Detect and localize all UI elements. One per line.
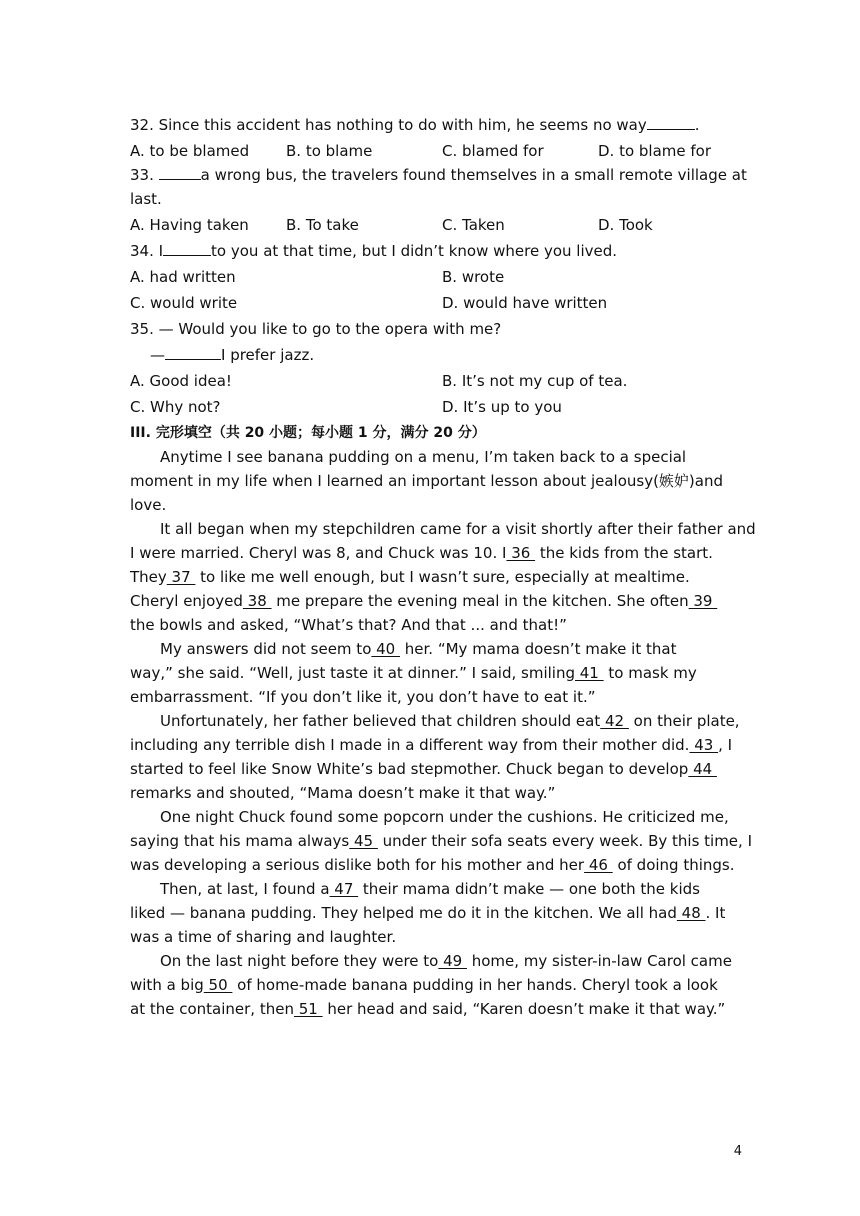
passage-text: started to feel like Snow White’s bad stepmother. Chuck began to develop [130,760,689,778]
q34-stem-text: to you at that time, but I didn’t know where you lived. [211,242,618,260]
blank-46: 46 [584,856,613,874]
q34-option-a: A. had written [130,268,236,286]
passage-line: Anytime I see banana pudding on a menu, I’m taken back to a special [160,448,687,466]
passage-line [130,997,725,1021]
blank-44: 44 [688,760,717,778]
blank-43: 43 [689,736,719,754]
q35-stem: 35. — Would you like to go to the opera with me? [130,320,502,338]
q33-stem-text: a wrong bus, the travelers found themselves in a small remote village at [200,166,747,184]
passage-line [130,661,697,685]
q33-option-c: C. Taken [442,216,505,234]
q35-option-a: A. Good idea! [130,372,232,390]
blank-36: 36 [506,544,536,562]
passage-line: It all began when my stepchildren came for a visit shortly after their father and [160,520,756,538]
blank-47: 47 [329,880,359,898]
blank-39: 39 [688,592,718,610]
blank-38: 38 [242,592,272,610]
blank-41: 41 [575,664,604,682]
passage-line [160,877,700,901]
q35-dash: — [150,346,165,364]
blank-49: 49 [438,952,467,970]
q35-option-d: D. It’s up to you [442,398,562,416]
passage-line: One night Chuck found some popcorn under the cushions. He criticized me, [160,808,729,826]
passage-text: saying that his mama always [130,832,350,850]
blank-40: 40 [371,640,400,658]
passage-line [160,709,740,733]
passage-line [130,829,752,853]
q34-number: 34. I [130,242,164,260]
passage-text: My answers did not seem to [160,640,372,658]
answer-blank [163,241,211,256]
answer-blank [165,345,221,360]
passage-text: . It [705,904,726,922]
q32-stem [130,113,700,137]
passage-text: They [130,568,167,586]
q32-option-d: D. to blame for [598,142,712,160]
blank-50: 50 [203,976,233,994]
passage-text: the kids from the start. [535,544,713,562]
blank-37: 37 [166,568,196,586]
passage-line [130,541,713,565]
passage-text: , I [718,736,733,754]
q34-option-c: C. would write [130,294,238,312]
passage-text: their mama didn’t make — one both the kids [358,880,700,898]
q35-reply [150,343,314,367]
passage-line: was a time of sharing and laughter. [130,928,397,946]
passage-text: of doing things. [612,856,735,874]
blank-45: 45 [349,832,378,850]
blank-42: 42 [600,712,629,730]
passage-text: her. “My mama doesn’t make it that [400,640,677,658]
q34-option-b: B. wrote [442,268,505,286]
passage-line [130,733,732,757]
blank-51: 51 [293,1000,323,1018]
q33-number: 33. [130,166,159,184]
q35-option-b: B. It’s not my cup of tea. [442,372,628,390]
q34-option-d: D. would have written [442,294,608,312]
q32-option-b: B. to blame [286,142,373,160]
passage-text: on their plate, [628,712,740,730]
passage-text: me prepare the evening meal in the kitchen. She often [271,592,689,610]
passage-text: her head and said, “Karen doesn’t make it that way.” [322,1000,726,1018]
answer-blank [159,165,201,180]
page-number: 4 [733,1144,742,1159]
passage-text: at the container, then [130,1000,294,1018]
q33-option-b: B. To take [286,216,359,234]
passage-text: way,” she said. “Well, just taste it at dinner.” I said, smiling [130,664,575,682]
passage-line: embarrassment. “If you don’t like it, you don’t have to eat it.” [130,688,596,706]
passage-text: of home-made banana pudding in her hands. Cheryl took a look [232,976,718,994]
passage-text: under their sofa seats every week. By this time, I [377,832,752,850]
q32-stem-end: . [694,116,700,134]
q33-stem [130,163,747,187]
passage-text: with a big [130,976,204,994]
passage-text: On the last night before they were to [160,952,439,970]
passage-line: moment in my life when I learned an important lesson about jealousy(嫉妒)and [130,472,724,490]
passage-line [160,949,732,973]
passage-line [130,565,690,589]
q33-option-a: A. Having taken [130,216,249,234]
passage-line [130,973,718,997]
passage-text: I were married. Cheryl was 8, and Chuck was 10. I [130,544,507,562]
passage-text: Unfortunately, her father believed that children should eat [160,712,601,730]
passage-text: to like me well enough, but I wasn’t sure, especially at mealtime. [195,568,690,586]
q32-option-a: A. to be blamed [130,142,250,160]
q34-stem [130,239,617,263]
q33-stem-cont: last. [130,190,162,208]
passage-line [130,757,717,781]
passage-line: remarks and shouted, “Mama doesn’t make it that way.” [130,784,556,802]
q35-reply-text: I prefer jazz. [221,346,315,364]
q35-option-c: C. Why not? [130,398,221,416]
passage-line: the bowls and asked, “What’s that? And that ... and that!” [130,616,567,634]
answer-blank [647,115,695,130]
q32-stem-text: 32. Since this accident has nothing to do with him, he seems no way [130,116,647,134]
section-heading: III. 完形填空（共 20 小题；每小题 1 分，满分 20 分） [130,425,486,441]
passage-text: home, my sister-in-law Carol came [466,952,732,970]
passage-line [130,589,717,613]
passage-text: including any terrible dish I made in a different way from their mother did. [130,736,690,754]
passage-line: love. [130,496,167,514]
passage-text: Then, at last, I found a [160,880,330,898]
passage-line [130,853,735,877]
blank-48: 48 [676,904,706,922]
q32-option-c: C. blamed for [442,142,544,160]
passage-text: liked — banana pudding. They helped me do it in the kitchen. We all had [130,904,677,922]
passage-text: to mask my [603,664,697,682]
passage-text: was developing a serious dislike both for his mother and her [130,856,585,874]
passage-line [130,901,725,925]
passage-text: Cheryl enjoyed [130,592,243,610]
q33-option-d: D. Took [598,216,653,234]
passage-line [160,637,676,661]
